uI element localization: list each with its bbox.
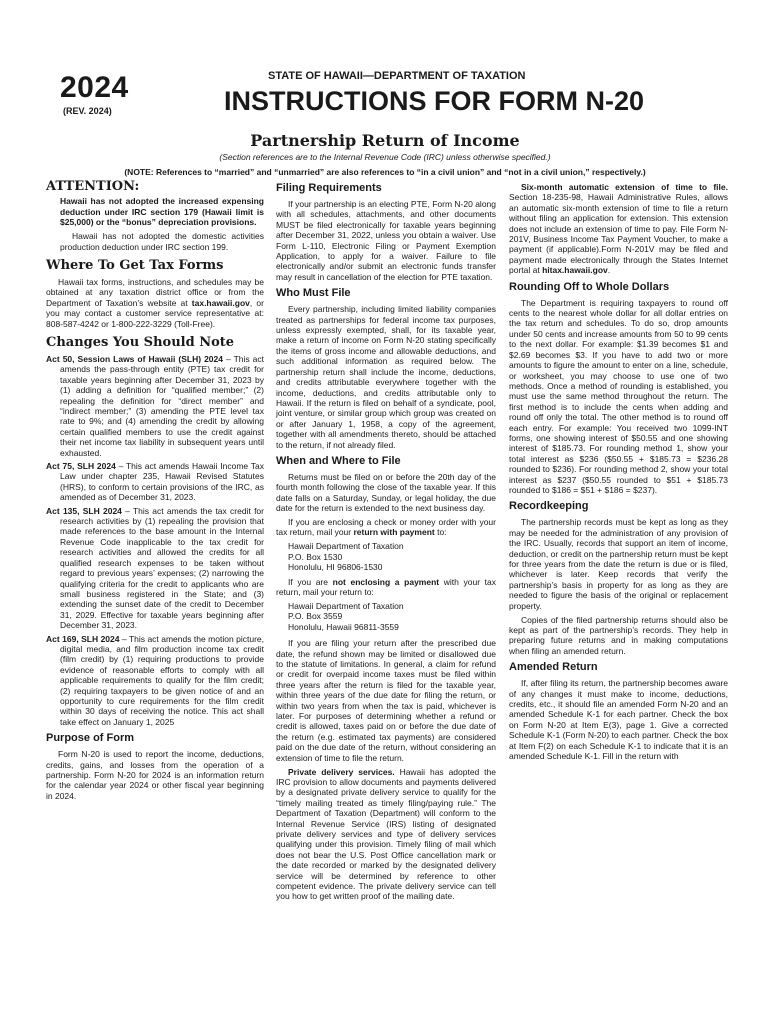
attention-box (46, 196, 264, 252)
filing-requirements-heading: Filing Requirements (276, 182, 382, 194)
payment-address (276, 541, 496, 572)
form-year: 2024 (60, 71, 129, 104)
attention-paragraph: Hawaii has not adopted the domestic activities production deduction under IRC section 199. (60, 231, 264, 252)
form-title: INSTRUCTIONS FOR FORM N-20 (224, 86, 645, 116)
address-line: P.O. Box 3559 (288, 611, 343, 622)
where-forms-text-b: , or you may contact a customer service representative at: 808-587-4242 or 1-800-222-3229 (Toll-Free). (46, 297, 264, 329)
purpose-heading: Purpose of Form (46, 732, 135, 745)
attention-bold-text: Hawaii has not adopted the increased expensing deduction under IRC section 179 (Hawaii limit is $25,000) or the “bonus” depreciation provisions. (60, 196, 264, 228)
act-text: – This act amends the motion picture, digital media, and film production income tax credit (film credit) by (1) requiring productions to provide evidence of reasonable efforts to comply with all applicable requirements to qualify for the film credit; (2) requiring taxpayers to be given notice of and an opportunity to cure requirements for the film credit within 30 days of receiving the notice. This act shall take effect on January 1, 2025 (60, 633, 264, 727)
extension-paragraph (509, 182, 728, 276)
act-item (46, 461, 264, 503)
no-payment-bold: not enclosing a payment (332, 576, 440, 587)
civil-union-note: (NOTE: References to “married” and “unmarried” are also references to “in a civil union” and “not in a civil union,” respectively.) (124, 167, 646, 177)
act-item (46, 354, 264, 458)
no-payment-address (276, 601, 496, 632)
who-must-file-paragraph: Every partnership, including limited liability companies treated as partnerships for federal income tax purposes, unless expressly exempted, shall, for its taxable year, make a return of income on Form N-20 stating specifically the items of gross income and allowable deductions, and such additional information as required below. The partnership return shall include the income, deductions, and credits attributable everywhere together with the income, deductions, and credits attributable only to Hawaii. If the return is filed on behalf of a syndicate, pool, joint venture, or similar group which group was created on or after January 1, 1958, a copy of the agreement, together with all amendments thereto, should be attached to the return, if not already filed. (276, 304, 496, 450)
extension-text-a: Section 18-235-98, Hawaii Administrative Rules, allows an automatic six-month extension of time to file a return without filing an application for extension. This extension does not include an extension of time to pay. File Form N-201V, Business Income Tax Payment Voucher, to make a payment (if applicable).Form N-201V may be filed and payment made electronically through the States Internet portal at (509, 192, 728, 276)
column-middle (276, 182, 496, 905)
due-date-paragraph: Returns must be filed on or before the 20th day of the fourth month following the close of the taxable year. If this date falls on a Saturday, Sunday, or legal holiday, the due date for the return is extended to the next business day. (276, 471, 496, 514)
rounding-heading: Rounding Off to Whole Dollars (509, 280, 670, 293)
filing-requirements-paragraph: If your partnership is an electing PTE, Form N-20 along with all schedules, attachments, and other documents MUST be filed electronically for taxable years beginning after December 31, 2022, unless you obtain a waiver. Use Form L-110, Electronic Filing or Payment Exemption Application, to apply for a waiver. Failure to file electronically and/or submit an electronic funds transfer may result in cancellation of the election for PTE taxation. (276, 199, 496, 282)
act-title: Act 135, SLH 2024 (46, 505, 122, 516)
no-payment-text-b: with your tax return, mail your return to: (276, 576, 497, 597)
amended-return-heading: Amended Return (509, 661, 598, 674)
attention-heading: ATTENTION: (46, 179, 140, 194)
payment-mail-bold: return with payment (353, 527, 435, 538)
hitax-portal-link[interactable]: hitax.hawaii.gov (542, 265, 608, 276)
when-where-heading: When and Where to File (276, 454, 401, 467)
late-filing-paragraph: If you are filing your return after the prescribed due date, the refund shown may be limited or disallowed due to the statute of limitations. In general, a claim for refund or credit for overpaid income taxes must be filed within three years after the return is filed for the taxable year, within three years of the due date for filing the return, or within two years from when the tax is paid, whichever is later. For purposes of determining whether a refund or credit is allowed, taxes paid on or before the due date of the return (e.g. estimated tax payments) are considered paid on the due date of the return, without considering an extension of time to file the return. (276, 638, 496, 763)
private-delivery-bold: Private delivery services. (288, 766, 395, 777)
recordkeeping-paragraph-2: Copies of the filed partnership returns should also be kept as part of the partnership’s records. They help in preparing future returns and in making computations when filing an amended return. (509, 614, 728, 656)
address-line: P.O. Box 1530 (288, 551, 343, 562)
payment-mail-text-a: If you are enclosing a check or money order with your tax return, mail your (276, 517, 496, 538)
private-delivery-paragraph (276, 767, 496, 902)
extension-bold: Six-month automatic extension of time to file. (521, 182, 728, 192)
act-title: Act 75, SLH 2024 (46, 461, 116, 472)
document-title: Partnership Return of Income (250, 131, 520, 150)
no-payment-mail-paragraph (276, 577, 496, 598)
amended-return-paragraph: If, after filing its return, the partnership becomes aware of any changes it must make to income, deductions, credits, etc., it should file an amended Form N-20 and an amended Schedule K-1 for each partner. Check the box on Form N-20 at Item E(3), page 1. Give a corrected Schedule K-1 (Form N-20) to each partner. Check the box at Item F(2) on each Schedule K-1 to indicate that it is an amended Schedule K-1. Fill in the return with (509, 678, 728, 761)
rounding-paragraph: The Department is requiring taxpayers to round off cents to the nearest whole dollar for all dollar entries on the tax return and schedules. To do so, drop amounts under 50 cents and increase amounts from 50 to 99 cents to the next dollar. For example: $1.39 becomes $1 and $2.69 becomes $3. If you have to add two or more amounts to figure the amount to enter on a line, schedule, or worksheet, you may choose to use one of two methods. Once a method of rounding is established, you must use the same method throughout the return. The first method is to include the cents when adding and round off only the total. The other method is to round off each entry. For example: You received two 1099-INT forms, one showing interest of $50.55 and one showing interest of $185.73. For rounding method 1, show your total interest as $236 ($50.55 + $185.73 = $236.28 rounded to $236). For rounding method 2, show your total interest as $237 ($50.55 rounded to $51 + $185.73 rounded to $186 = $51 + $186 = $237). (509, 297, 728, 495)
address-line: Hawaii Department of Taxation (288, 541, 404, 552)
acts-list (46, 354, 264, 727)
where-forms-text-a: Hawaii tax forms, instructions, and schedules may be obtained at any taxation district office or from the Department of Taxation’s website at (46, 276, 264, 308)
no-payment-text-a: If you are (288, 576, 333, 587)
attention-bold-paragraph (60, 196, 264, 227)
act-text: – This act amends the tax credit for research activities by (1) repealing the provision that made references to the base amount in the Internal Revenue Code inapplicable to the tax credit for research activities and allowed the credits for all qualified research expenses to be taken without regard to previous years’ expenses; (2) narrowing the qualifying criteria for the credit to applicants who are small business registered in the State; and (3) extending the sunset date of the credit to December 31, 2029. Effective for taxable years beginning after December 31, 2023. (60, 505, 264, 631)
who-must-file-heading: Who Must File (276, 287, 351, 300)
payment-mail-paragraph (276, 517, 496, 538)
address-line: Honolulu, Hawaii 96811-3559 (288, 621, 399, 632)
address-line: Hawaii Department of Taxation (288, 600, 404, 611)
act-text: – This act amends Hawaii Income Tax Law under chapter 235, Hawaii Revised Statutes (HRS), to conform to certain provisions of the IRC, as amended as of December 31, 2023. (60, 461, 264, 503)
tax-website-link[interactable]: tax.hawaii.gov (191, 297, 250, 308)
private-delivery-text: Hawaii has adopted the IRC provision to allow documents and payments delivered by a designated private delivery service to qualify for the “timely mailing treated as timely filing/paying rule.” The Department of Taxation (Department) will conform to the Internal Revenue Service (IRS) listing of designated private delivery services and type of delivery services qualifying under this provision. Timely filing of mail which does not bear the U.S. Post Office cancellation mark or the date recorded or marked by the designated delivery service will be determined by reference to other competent evidence. The private delivery service can tell you how to get written proof of the mailing date. (276, 766, 496, 902)
act-text: – This act amends the pass-through entity (PTE) tax credit for taxable years beginning after December 31, 2023 by (1) adding a definition for “qualified member;” (2) repealing the definition for “direct member” and “indirect member;” (3) amending the PTE level tax rate to 9%; and (4) amending the credit by allowing certain qualified members to use the credit against their net income tax liability in subsequent years until exhausted. (60, 353, 264, 458)
where-to-get-forms-paragraph (46, 277, 264, 329)
act-item (46, 634, 264, 728)
act-title: Act 169, SLH 2024 (46, 633, 120, 644)
agency-name: STATE OF HAWAII—DEPARTMENT OF TAXATION (268, 70, 526, 82)
revision-label: (REV. 2024) (63, 106, 112, 116)
payment-mail-text-b: to: (434, 527, 447, 538)
section-reference-note: (Section references are to the Internal Revenue Code (IRC) unless otherwise specified.) (219, 152, 551, 162)
extension-text-b: . (607, 265, 611, 276)
recordkeeping-heading: Recordkeeping (509, 500, 589, 513)
purpose-paragraph: Form N-20 is used to report the income, deductions, credits, gains, and losses from the operation of a partnership. Form N-20 for 2024 is an information return for the calendar year 2024 or other fiscal year beginning in 2024. (46, 749, 264, 801)
column-right (509, 182, 728, 765)
act-item (46, 506, 264, 631)
where-to-get-forms-heading: Where To Get Tax Forms (46, 257, 224, 273)
changes-heading: Changes You Should Note (46, 334, 235, 350)
act-title: Act 50, Session Laws of Hawaii (SLH) 2024 (46, 353, 223, 364)
address-line: Honolulu, HI 96806-1530 (288, 562, 383, 573)
recordkeeping-paragraph-1: The partnership records must be kept as long as they may be needed for the administration of any provision of the IRC. Usually, records that support an item of income, deduction, or credit on the partnership return must be kept for three years from the date the return is due or is filed, whichever is later. Keep records that verify the partnership’s basis in property for as long as they are needed to figure the basis of the original or replacement property. (509, 517, 728, 611)
column-left (46, 179, 264, 805)
